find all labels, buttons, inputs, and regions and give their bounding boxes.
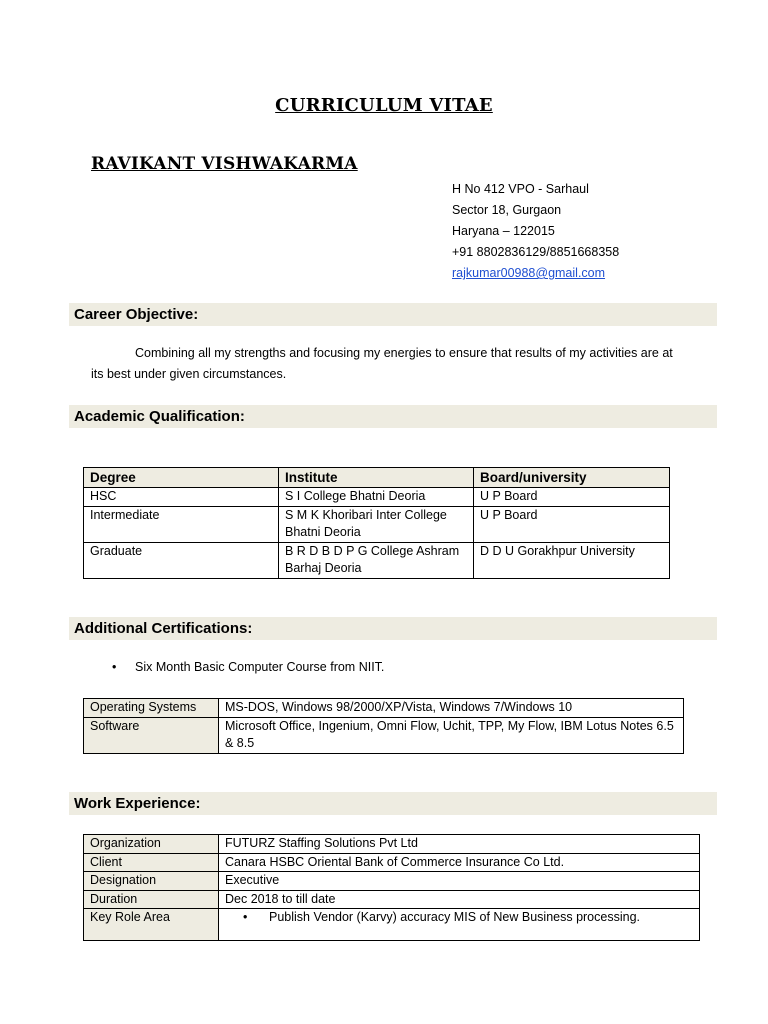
work-label: Key Role Area <box>84 909 219 941</box>
table-row <box>84 909 700 941</box>
address-line-1: H No 412 VPO - Sarhaul <box>452 182 589 196</box>
degree-cell: HSC <box>84 488 279 507</box>
work-value <box>219 909 700 941</box>
work-value: Executive <box>219 872 700 891</box>
document-title: CURRICULUM VITAE <box>275 95 493 116</box>
institute-cell: S I College Bhatni Deoria <box>279 488 474 507</box>
table-header-row <box>84 468 670 488</box>
address-line-3: Haryana – 122015 <box>452 224 555 238</box>
career-objective-body: Combining all my strengths and focusing my energies to ensure that results of my activities are at its best under given circumstances. <box>91 346 673 381</box>
skill-label: Software <box>84 717 219 753</box>
institute-cell: B R D B D P G College Ashram Barhaj Deoria <box>279 542 474 578</box>
table-row <box>84 872 700 891</box>
table-row <box>84 542 670 578</box>
academic-title: Academic Qualification: <box>74 408 245 425</box>
degree-cell: Graduate <box>84 542 279 578</box>
academic-table <box>83 467 670 579</box>
work-label: Client <box>84 853 219 872</box>
work-label: Designation <box>84 872 219 891</box>
table-row <box>84 835 700 854</box>
work-value: Canara HSBC Oriental Bank of Commerce Insurance Co Ltd. <box>219 853 700 872</box>
work-experience-table <box>83 834 700 941</box>
contact-block <box>452 179 619 284</box>
certification-item <box>112 658 384 676</box>
career-objective-title: Career Objective: <box>74 306 199 323</box>
certifications-heading <box>69 617 717 640</box>
table-row <box>84 717 684 753</box>
work-value: FUTURZ Staffing Solutions Pvt Ltd <box>219 835 700 854</box>
bullet-icon: • <box>112 660 117 674</box>
skill-value: MS-DOS, Windows 98/2000/XP/Vista, Windows 7/Windows 10 <box>219 699 684 718</box>
certifications-title: Additional Certifications: <box>74 620 253 637</box>
header-institute: Institute <box>279 468 474 488</box>
board-cell: D D U Gorakhpur University <box>474 542 670 578</box>
header-board: Board/university <box>474 468 670 488</box>
phone-number: +91 8802836129/8851668358 <box>452 245 620 259</box>
technical-skills-table <box>83 698 684 754</box>
certification-text: Six Month Basic Computer Course from NIIT. <box>135 660 385 674</box>
work-experience-heading <box>69 792 717 815</box>
work-experience-title: Work Experience: <box>74 795 201 812</box>
degree-cell: Intermediate <box>84 506 279 542</box>
table-row <box>84 506 670 542</box>
bullet-icon: • <box>243 910 248 924</box>
career-objective-text <box>91 343 681 385</box>
skill-label: Operating Systems <box>84 699 219 718</box>
academic-heading <box>69 405 717 428</box>
career-objective-heading <box>69 303 717 326</box>
work-label: Organization <box>84 835 219 854</box>
table-row <box>84 853 700 872</box>
address-line-2: Sector 18, Gurgaon <box>452 203 562 217</box>
table-row <box>84 488 670 507</box>
board-cell: U P Board <box>474 506 670 542</box>
institute-cell: S M K Khoribari Inter College Bhatni Deoria <box>279 506 474 542</box>
board-cell: U P Board <box>474 488 670 507</box>
work-label: Duration <box>84 890 219 909</box>
skill-value: Microsoft Office, Ingenium, Omni Flow, Uchit, TPP, My Flow, IBM Lotus Notes 6.5 & 8.5 <box>219 717 684 753</box>
table-row <box>84 890 700 909</box>
header-degree: Degree <box>84 468 279 488</box>
table-row <box>84 699 684 718</box>
candidate-name: RAVIKANT VISHWAKARMA <box>91 154 358 174</box>
key-role-text: Publish Vendor (Karvy) accuracy MIS of New Business processing. <box>269 910 640 924</box>
work-value: Dec 2018 to till date <box>219 890 700 909</box>
email-link[interactable]: rajkumar00988@gmail.com <box>452 266 606 280</box>
